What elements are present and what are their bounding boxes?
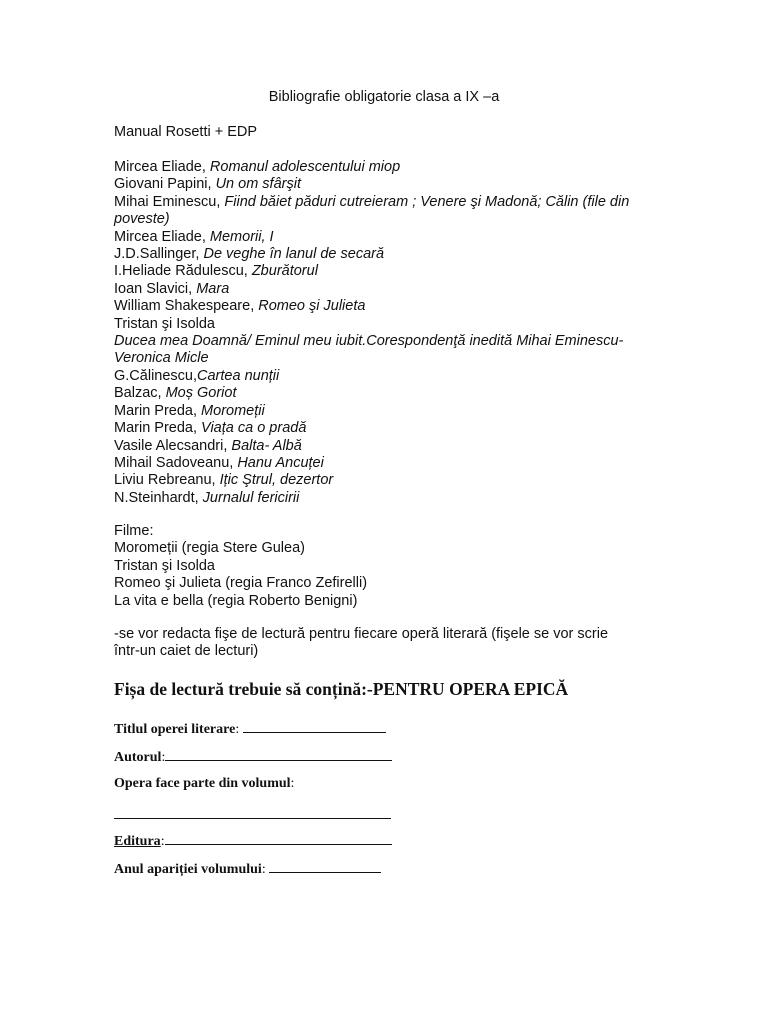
- book-item: [114, 176, 629, 193]
- book-author: I.Heliade Rădulescu,: [114, 263, 252, 280]
- film-item: La vita e bella (regia Roberto Benigni): [114, 592, 358, 609]
- book-author: Mircea Eliade,: [114, 228, 210, 245]
- book-item: [114, 246, 629, 263]
- book-title: Memorii, I: [209, 228, 274, 245]
- book-title: Moromeții: [201, 402, 265, 419]
- field-colon: :: [161, 750, 166, 765]
- book-title: Moș Goriot: [165, 385, 237, 402]
- film-list: [114, 523, 367, 610]
- book-author: Liviu Rebreanu,: [114, 472, 220, 489]
- field-label: Opera face parte din volumul: [114, 776, 291, 791]
- book-title: Viața ca o pradă: [201, 420, 307, 437]
- book-title: Un om sfârşit: [215, 176, 301, 193]
- book-title: poveste): [114, 211, 170, 228]
- book-author: William Shakespeare,: [114, 298, 259, 315]
- field-input-line[interactable]: [114, 818, 391, 819]
- book-item: [114, 159, 629, 176]
- book-item: [114, 368, 629, 385]
- field-colon: :: [235, 722, 240, 737]
- book-author: Mircea Eliade,: [114, 159, 210, 175]
- film-item: Moromeții (regia Stere Gulea): [114, 540, 305, 557]
- book-author: G.Călinescu,: [114, 367, 198, 384]
- document-title: Bibliografie obligatorie clasa a IX –a: [268, 89, 500, 105]
- book-item: [114, 316, 629, 333]
- manual-line: Manual Rosetti + EDP: [114, 124, 258, 140]
- film-item: Tristan şi Isolda: [114, 557, 215, 574]
- field-input-line[interactable]: [165, 832, 392, 845]
- book-author: Mihai Eminescu,: [114, 193, 225, 210]
- note-line: într-un caiet de lecturi): [114, 643, 259, 660]
- book-title: Romanul adolescentului miop: [209, 159, 401, 175]
- field-editura: [114, 832, 392, 850]
- book-title: Jurnalul fericirii: [202, 489, 300, 506]
- book-item: [114, 281, 629, 298]
- field-input-line[interactable]: [165, 748, 392, 761]
- book-author: J.D.Sallinger,: [114, 246, 204, 263]
- book-item: [114, 490, 629, 507]
- field-label: Titlul operei literare: [114, 722, 236, 737]
- book-title: Ițic Ştrul, dezertor: [219, 472, 334, 489]
- book-item: [114, 472, 629, 489]
- book-item: [114, 385, 629, 402]
- reading-note: [114, 626, 608, 661]
- book-item: [114, 403, 629, 420]
- films-heading: Filme:: [114, 523, 154, 539]
- field-input-line[interactable]: [243, 720, 386, 733]
- book-title: Cartea nunții: [197, 367, 280, 384]
- note-line: -se vor redacta fişe de lectură pentru fiecare operă literară (fişele se vor scrie: [114, 626, 609, 642]
- book-item: [114, 263, 629, 280]
- field-autorul: [114, 748, 392, 766]
- book-title: Romeo şi Julieta: [258, 298, 366, 315]
- field-anul: [114, 860, 381, 878]
- book-author: Giovani Papini,: [114, 176, 216, 193]
- field-colon: :: [160, 834, 165, 849]
- book-author: Mihail Sadoveanu,: [114, 454, 238, 471]
- book-title: Fiind băiet păduri cutreieram ; Venere şi Madonă; Călin (file din: [224, 193, 630, 210]
- book-author: Tristan şi Isolda: [114, 315, 215, 332]
- book-item: [114, 438, 629, 455]
- film-item: Romeo şi Julieta (regia Franco Zefirelli): [114, 575, 368, 592]
- field-label: Anul apariției volumului: [114, 862, 262, 877]
- book-item: [114, 194, 629, 211]
- book-title: Ducea mea Doamnă/ Eminul meu iubit.Corespondenţă inedită Mihai Eminescu-: [114, 333, 624, 350]
- book-list: [114, 159, 629, 507]
- book-author: N.Steinhardt,: [114, 489, 203, 506]
- field-input-line[interactable]: [269, 860, 381, 873]
- book-title: De veghe în lanul de secară: [203, 246, 385, 263]
- field-label: Autorul: [114, 750, 162, 765]
- fisa-heading: Fișa de lectură trebuie să conțină:-PENTRU OPERA EPICĂ: [114, 679, 569, 699]
- field-titlul: [114, 720, 386, 738]
- book-item: [114, 298, 629, 315]
- field-label: Editura: [114, 834, 161, 849]
- book-title: Zburătorul: [251, 263, 318, 280]
- book-title: Hanu Ancuței: [237, 454, 324, 471]
- book-title: Veronica Micle: [114, 350, 209, 367]
- book-author: Ioan Slavici,: [114, 280, 197, 297]
- book-title: Balta- Albă: [231, 437, 302, 454]
- field-colon: :: [261, 862, 266, 877]
- book-item: [114, 229, 629, 246]
- field-opera: [114, 776, 294, 792]
- field-colon: :: [290, 776, 295, 791]
- book-author: Balzac,: [114, 385, 166, 402]
- book-item: [114, 333, 629, 350]
- book-author: Marin Preda,: [114, 420, 202, 437]
- book-author: Vasile Alecsandri,: [114, 437, 232, 454]
- book-item: [114, 455, 629, 472]
- book-item: [114, 420, 629, 437]
- book-item: [114, 211, 629, 228]
- book-author: Marin Preda,: [114, 402, 202, 419]
- book-title: Mara: [196, 280, 230, 297]
- book-item: [114, 350, 629, 367]
